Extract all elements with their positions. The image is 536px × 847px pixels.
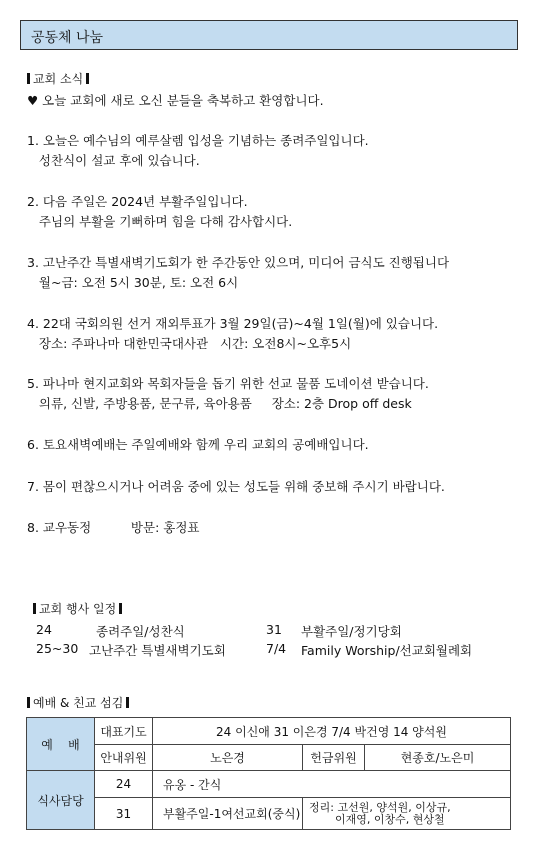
usher-value: 노은경 xyxy=(153,745,303,771)
bar-marker-icon xyxy=(119,603,122,614)
offering-label: 헌금위원 xyxy=(303,745,365,771)
section-header xyxy=(20,20,518,50)
page-title: 공동체 나눔 xyxy=(31,30,104,46)
cleanup-line: 정리: 고선원, 양석원, 이상규, xyxy=(309,800,451,814)
event-date: 25~30 xyxy=(36,641,79,656)
news-item: 3. 고난주간 특별새벽기도회가 한 주간동안 있으며, 미디어 금식도 진행됩니다 xyxy=(27,255,450,270)
bar-marker-icon xyxy=(86,73,89,84)
news-item-detail: 주님의 부활을 기뻐하며 힘을 다해 감사합시다. xyxy=(27,214,293,229)
prayer-value: 24 이신애 31 이은경 7/4 박건영 14 양석원 xyxy=(153,718,511,745)
events-section-title: 교회 행사 일정 xyxy=(33,600,122,617)
bar-marker-icon xyxy=(27,697,30,708)
meal-desc: 유옹 - 간식 xyxy=(153,771,511,798)
offering-value: 현종호/노은미 xyxy=(365,745,511,771)
meal-label: 식사담당 xyxy=(27,771,95,830)
news-item-detail: 월~금: 오전 5시 30분, 토: 오전 6시 xyxy=(27,275,239,290)
service-table xyxy=(26,717,511,830)
news-item-detail: 장소: 주파나마 대한민국대사관 시간: 오전8시~오후5시 xyxy=(27,336,352,351)
event-name: 종려주일/성찬식 xyxy=(96,624,185,639)
meal-date: 24 xyxy=(95,771,153,798)
worship-label: 예 배 xyxy=(27,718,95,771)
bar-marker-icon xyxy=(33,603,36,614)
meal-desc: 부활주일-1여선교회(중식) xyxy=(153,798,303,830)
event-date: 24 xyxy=(36,622,52,637)
prayer-label: 대표기도 xyxy=(95,718,153,745)
news-item-detail: 의류, 신발, 주방용품, 문구류, 육아용품 장소: 2층 Drop off desk xyxy=(27,396,412,411)
news-item: 1. 오늘은 예수님의 예루살렘 입성을 기념하는 종려주일입니다. xyxy=(27,133,369,148)
event-name: Family Worship/선교회월례회 xyxy=(301,643,473,658)
news-item: 8. 교우동정 방문: 홍정표 xyxy=(27,520,200,535)
service-section-title: 예배 & 친교 섬김 xyxy=(27,694,129,711)
news-section-title: 교회 소식 xyxy=(27,70,89,87)
event-date: 31 xyxy=(266,622,282,637)
bar-marker-icon xyxy=(27,73,30,84)
news-item: 2. 다음 주일은 2024년 부활주일입니다. xyxy=(27,194,248,209)
bar-marker-icon xyxy=(126,697,129,708)
welcome-line: ♥ 오늘 교회에 새로 오신 분들을 축복하고 환영합니다. xyxy=(27,93,324,108)
meal-date: 31 xyxy=(95,798,153,830)
usher-label: 안내위원 xyxy=(95,745,153,771)
news-item: 6. 토요새벽예배는 주일예배와 함께 우리 교회의 공예배입니다. xyxy=(27,437,369,452)
event-name: 부활주일/정기당회 xyxy=(301,624,402,639)
cleanup-cell xyxy=(303,798,511,830)
news-item: 4. 22대 국회의원 선거 재외투표가 3월 29일(금)~4월 1일(월)에 있습니다. xyxy=(27,316,439,331)
cleanup-line: 이재영, 이창수, 현상철 xyxy=(335,812,445,826)
event-name: 고난주간 특별새벽기도회 xyxy=(89,643,226,658)
news-item-detail: 성찬식이 설교 후에 있습니다. xyxy=(27,153,200,168)
event-date: 7/4 xyxy=(266,641,287,656)
news-item: 7. 몸이 편찮으시거나 어려움 중에 있는 성도들 위해 중보해 주시기 바랍니다. xyxy=(27,479,445,494)
news-item: 5. 파나마 현지교회와 목회자들을 돕기 위한 선교 물품 도네이션 받습니다. xyxy=(27,376,429,391)
